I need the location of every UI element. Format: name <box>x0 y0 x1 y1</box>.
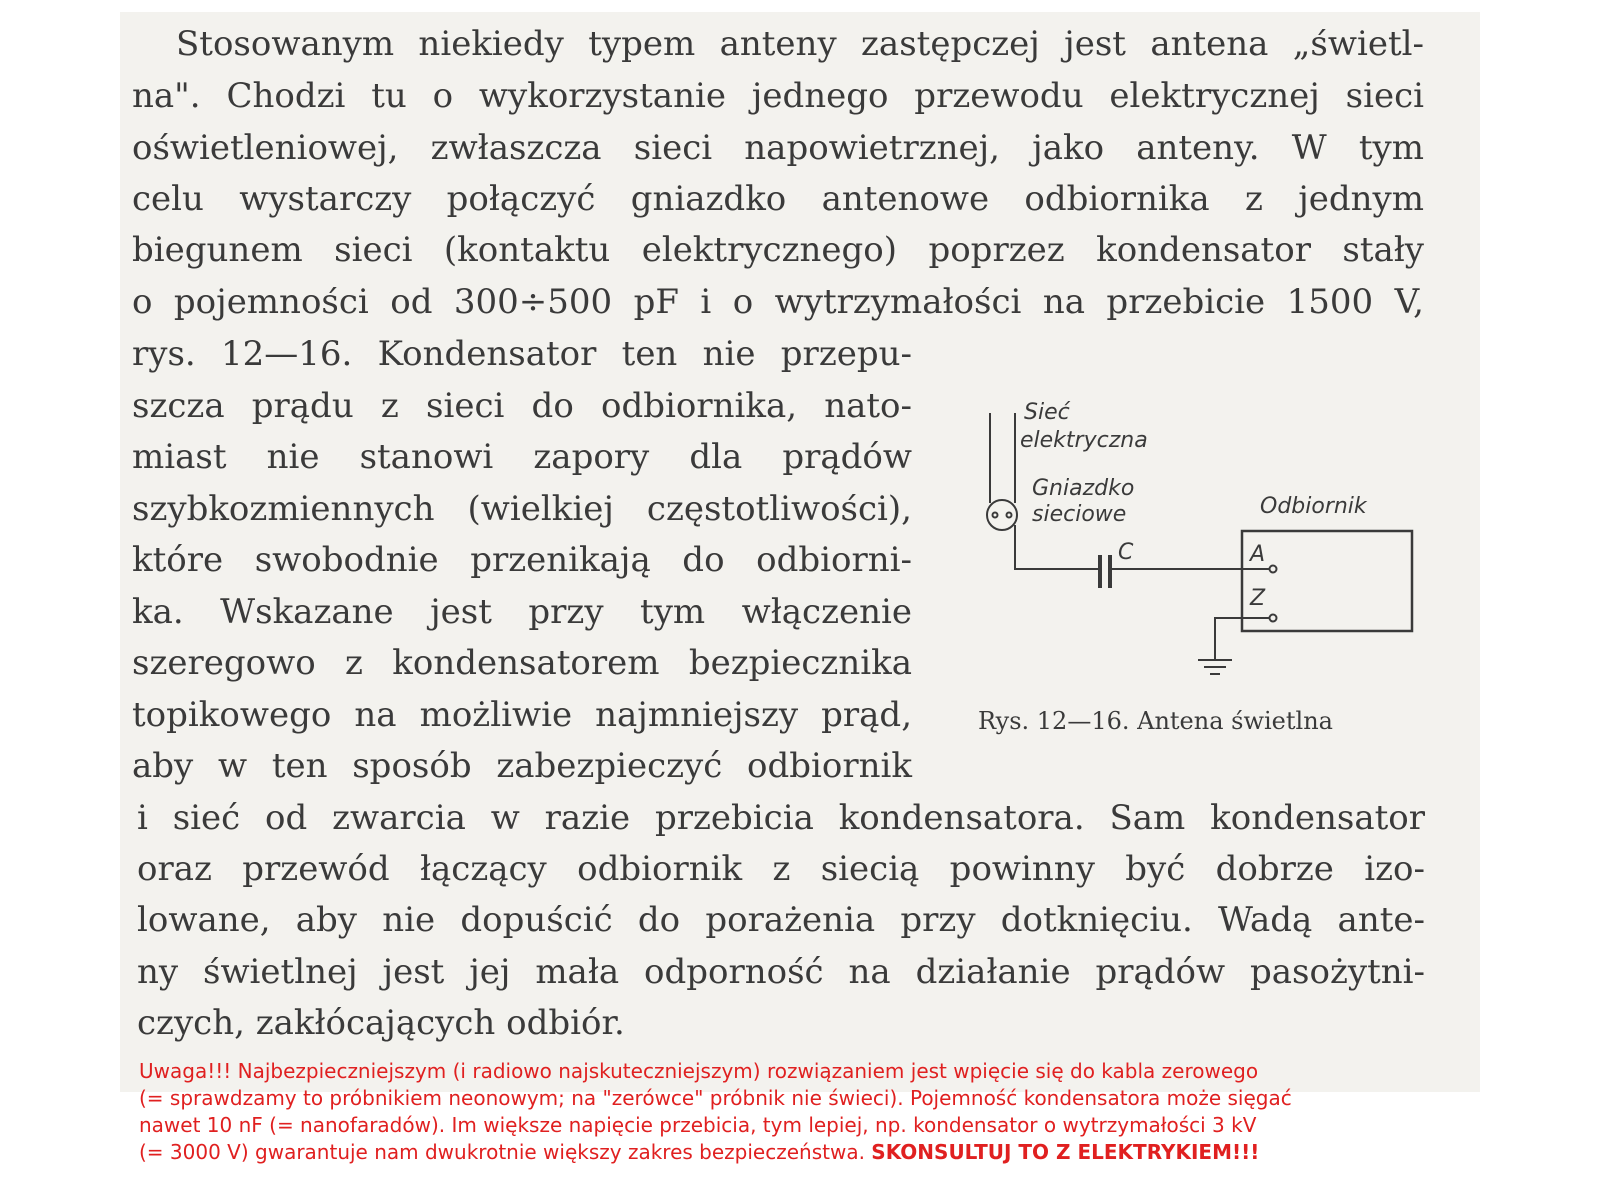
text-line-3: oświetleniowej, zwłaszcza sieci napowietrznej, jako anteny. W tym <box>132 128 1424 168</box>
text-line-6: o pojemności od 300÷500 pF i o wytrzymałości na przebicie 1500 V, <box>132 282 1424 322</box>
note-line-4 <box>139 1139 1459 1166</box>
text-line-20: czych, zakłócających odbiór. <box>137 1003 625 1043</box>
label-network-1: Sieć <box>1024 400 1070 425</box>
label-network-2: elektryczna <box>1020 428 1148 453</box>
label-socket-1: Gniazdko <box>1032 476 1135 501</box>
socket-pin-left <box>993 513 998 518</box>
text-line-10: szybkozmiennych (wielkiej częstotliwości), <box>132 489 912 529</box>
label-socket-2: sieciowe <box>1032 502 1127 527</box>
text-line-2: na". Chodzi tu o wykorzystanie jednego przewodu elektrycznej sieci <box>132 76 1424 116</box>
label-ground-terminal: Z <box>1250 586 1266 611</box>
note-line-1: Uwaga!!! Najbezpieczniejszym (i radiowo najskuteczniejszym) rozwiązaniem jest wpięcie się do kabla zerowego <box>139 1059 1259 1083</box>
text-line-19: ny świetlnej jest jej mała odporność na działanie prądów pasożytni- <box>137 952 1425 992</box>
text-line-9: miast nie stanowi zapory dla prądów <box>132 437 912 477</box>
label-capacitor: C <box>1118 540 1134 565</box>
text-line-1: Stosowanym niekiedy typem anteny zastępczej jest antena „świetl- <box>176 24 1424 64</box>
text-line-8: szcza prądu z sieci do odbiornika, nato- <box>132 386 912 426</box>
circuit-diagram <box>970 395 1430 705</box>
text-line-5: biegunem sieci (kontaktu elektrycznego) poprzez kondensator stały <box>132 230 1424 270</box>
text-line-13: szeregowo z kondensatorem bezpiecznika <box>132 643 912 683</box>
antenna-terminal <box>1270 566 1277 573</box>
socket-pin-right <box>1007 513 1012 518</box>
text-line-12: ka. Wskazane jest przy tym włączenie <box>132 592 912 632</box>
wire-to-capacitor <box>1015 525 1098 569</box>
text-line-15: aby w ten sposób zabezpieczyć odbiornik <box>132 746 912 786</box>
text-line-7: rys. 12—16. Kondensator ten nie przepu- <box>132 334 912 374</box>
text-line-11: które swobodnie przenikają do odbiorni- <box>132 540 912 580</box>
text-line-4: celu wystarczy połączyć gniazdko antenowe odbiornika z jednym <box>132 179 1424 219</box>
label-receiver: Odbiornik <box>1260 494 1367 519</box>
text-line-17: oraz przewód łączący odbiornik z siecią powinny być dobrze izo- <box>137 849 1425 889</box>
figure-caption: Rys. 12—16. Antena świetlna <box>978 707 1333 735</box>
text-line-16: i sieć od zwarcia w razie przebicia kondensatora. Sam kondensator <box>137 798 1425 838</box>
receiver-box <box>1242 531 1412 631</box>
note-line-2: (= sprawdzamy to próbnikiem neonowym; na "zerówce" próbnik nie świeci). Pojemność kondensatora może sięgać <box>139 1086 1292 1110</box>
note-line-3: nawet 10 nF (= nanofaradów). Im większe napięcie przebicia, tym lepiej, np. kondensator o wytrzymałości 3 kV <box>139 1113 1257 1137</box>
consult-electrician-warning: SKONSULTUJ TO Z ELEKTRYKIEM!!! <box>871 1140 1260 1164</box>
label-antenna-terminal: A <box>1250 542 1266 567</box>
warning-note <box>139 1058 1459 1166</box>
note-line-4-text: (= 3000 V) gwarantuje nam dwukrotnie większy zakres bezpieczeństwa. <box>139 1140 872 1164</box>
text-line-14: topikowego na możliwie najmniejszy prąd, <box>132 695 912 735</box>
text-line-18: lowane, aby nie dopuścić do porażenia przy dotknięciu. Wadą ante- <box>137 900 1425 940</box>
ground-terminal <box>1270 615 1277 622</box>
